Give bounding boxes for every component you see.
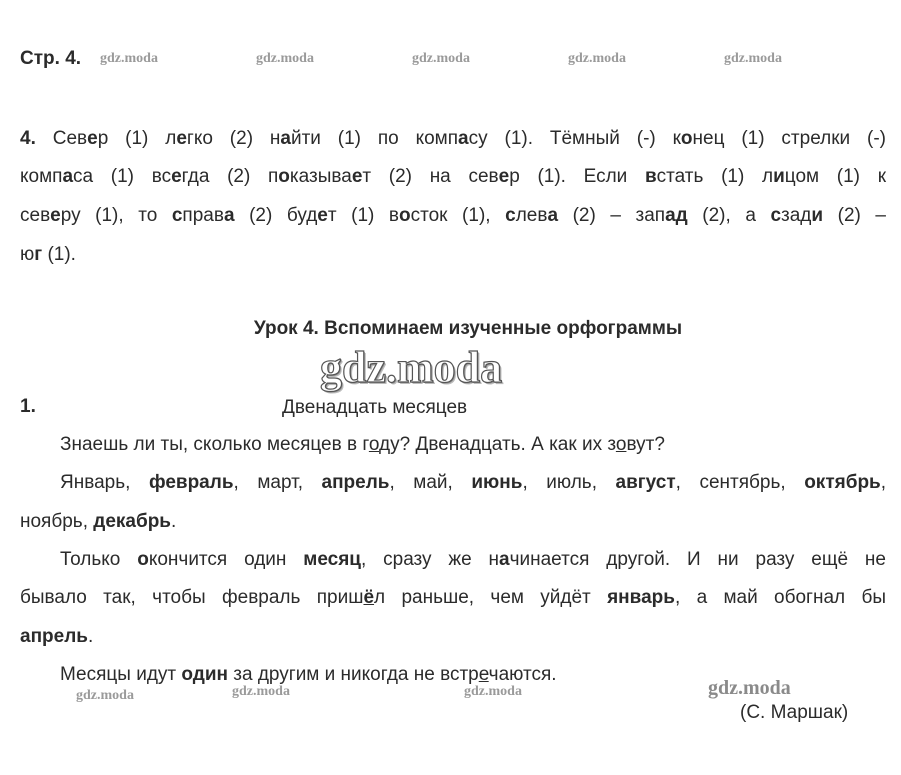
text-line [60, 549, 886, 571]
text-segment: февраль [148, 472, 234, 493]
watermark: gdz.moda [412, 51, 470, 66]
text-line [20, 587, 886, 609]
text-segment: один [181, 664, 228, 685]
text-segment: е [498, 166, 510, 187]
text-segment: . [87, 626, 94, 647]
text-segment: а [62, 166, 74, 187]
text-segment: ду? Двенадцать. А как их з [379, 434, 616, 455]
text-segment: бывало так, чтобы февраль приш [20, 587, 364, 608]
text-segment: июнь [471, 472, 523, 493]
text-segment: е [87, 128, 98, 149]
text-segment: е [176, 128, 187, 149]
text-segment: ё [363, 587, 375, 608]
text-segment: . [171, 511, 177, 532]
text-segment: о [615, 434, 627, 455]
watermark: gdz.moda [232, 684, 290, 699]
text-segment: е [50, 205, 61, 226]
text-segment: , май, [389, 472, 472, 493]
lesson-heading: Урок 4. Вспоминаем изученные орфограммы [253, 318, 683, 339]
text-segment: о [137, 549, 149, 570]
text-line [20, 128, 886, 150]
text-line [20, 626, 886, 648]
text-segment: о [368, 434, 380, 455]
text-segment: апрель [321, 472, 390, 493]
text-segment: цом (1) к [784, 166, 887, 187]
exercise-number: 1. [20, 396, 36, 417]
text-segment: с [770, 205, 782, 226]
text-segment: январь [607, 587, 675, 608]
text-line [20, 205, 886, 227]
text-segment: декабрь [93, 511, 171, 532]
text-segment: о [680, 128, 693, 149]
text-segment: , июль, [522, 472, 616, 493]
text-line [20, 511, 886, 533]
text-segment: а [280, 128, 291, 149]
watermark-logo: gdz.moda [320, 343, 503, 392]
text-segment: и [811, 205, 824, 226]
text-segment: , сентябрь, [675, 472, 805, 493]
text-segment: р (1). Если [509, 166, 645, 187]
text-segment: са (1) вс [73, 166, 172, 187]
text-segment: а [458, 128, 469, 149]
text-segment: о [399, 205, 411, 226]
text-line [60, 434, 886, 456]
watermark: gdz.moda [76, 688, 134, 703]
text-segment: апрель [20, 626, 88, 647]
text-segment: гко (2) н [186, 128, 281, 149]
watermark: gdz.moda [724, 51, 782, 66]
text-segment: сев [20, 205, 51, 226]
text-segment: сток (1), [410, 205, 506, 226]
text-segment: , март, [233, 472, 322, 493]
text-segment: (1). [42, 244, 76, 265]
watermark: gdz.moda [568, 51, 626, 66]
text-line [20, 244, 886, 266]
text-segment: гда (2) п [181, 166, 279, 187]
text-segment: (2) буд [234, 205, 318, 226]
text-segment: (2) – [823, 205, 886, 226]
text-segment: е [478, 664, 489, 685]
text-segment: о [278, 166, 290, 187]
text-segment: ад [665, 205, 688, 226]
text-segment: , сразу же н [360, 549, 500, 570]
text-segment: Январь, [60, 472, 149, 493]
text-segment: чинается другой. И ни разу ещё не [509, 549, 886, 570]
watermark: gdz.moda [464, 684, 522, 699]
text-segment: Месяцы идут [60, 664, 182, 685]
text-segment: , а май обогнал бы [674, 587, 887, 608]
text-segment: (2), а [687, 205, 771, 226]
text-segment: Только [60, 549, 138, 570]
text-segment: ру (1), то [60, 205, 172, 226]
text-segment: август [615, 472, 676, 493]
text-segment: т (1) в [327, 205, 400, 226]
text-segment: су (1). Тёмный (-) к [468, 128, 681, 149]
text-segment: октябрь [804, 472, 881, 493]
text-segment: йти (1) по комп [290, 128, 459, 149]
text-segment: казыва [289, 166, 352, 187]
text-segment: лев [515, 205, 548, 226]
watermark: gdz.moda [100, 51, 158, 66]
text-segment: вут? [626, 434, 665, 455]
text-segment: с [505, 205, 516, 226]
text-segment: (2) – зап [558, 205, 666, 226]
text-segment: е [351, 166, 363, 187]
exercise-number: 4. [20, 128, 36, 149]
text-segment: а [547, 205, 559, 226]
text-segment: чаются. [488, 664, 557, 685]
line-content [36, 128, 886, 149]
text-segment: стать (1) л [656, 166, 774, 187]
text-segment: г [34, 244, 43, 265]
text-segment: е [317, 205, 328, 226]
text-segment: т (2) на сев [362, 166, 499, 187]
text-segment: Знаешь ли ты, сколько месяцев в г [60, 434, 369, 455]
text-line [60, 472, 886, 494]
text-segment: кончится один [148, 549, 304, 570]
text-segment: ноябрь, [20, 511, 94, 532]
text-segment: а [223, 205, 235, 226]
text-segment: за другим и никогда не встр [227, 664, 479, 685]
text-segment: ю [20, 244, 35, 265]
watermark: gdz.moda [256, 51, 314, 66]
watermark: gdz.moda [708, 677, 791, 699]
poem-title: Двенадцать месяцев [282, 397, 468, 418]
text-segment: в [644, 166, 657, 187]
text-segment: Сев [35, 128, 88, 149]
text-line [20, 166, 886, 188]
text-segment: зад [781, 205, 812, 226]
text-segment: комп [20, 166, 63, 187]
text-segment: , [880, 472, 887, 493]
page-ref: Стр. 4. [20, 48, 82, 69]
text-segment: и [773, 166, 785, 187]
text-segment: л раньше, чем уйдёт [374, 587, 608, 608]
text-segment: р (1) л [97, 128, 177, 149]
poem-author: (С. Маршак) [740, 702, 849, 723]
text-segment: прав [182, 205, 224, 226]
text-segment: нец (1) стрелки (-) [692, 128, 886, 149]
text-segment: а [499, 549, 510, 570]
text-segment: месяц [303, 549, 361, 570]
text-segment: е [171, 166, 182, 187]
text-segment: с [171, 205, 183, 226]
